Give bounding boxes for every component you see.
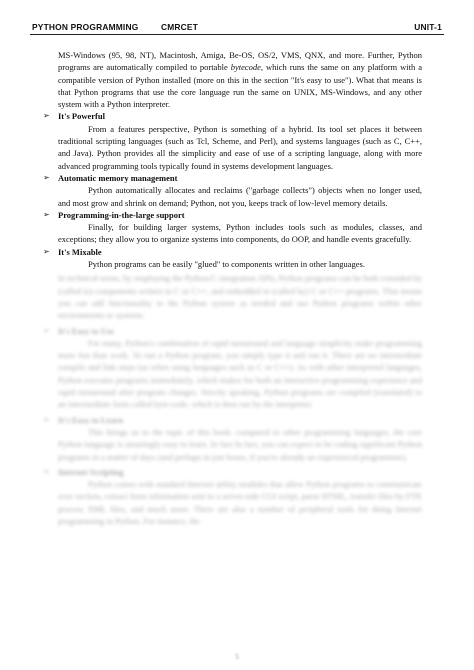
faded-body-internet: Python comes with standard Internet utility modules that allow Python programs to communicate over sockets, extract form information sent to a server-side CGI script, parse HTML, transfer files by FTP, process XML files, and much more. There are also a number of peripheral tools for doing Internet programming in Python. For instance, the (58, 479, 422, 526)
intro-paragraph: MS-Windows (95, 98, NT), Macintosh, Amiga, Be-OS, OS/2, VMS, QNX, and more. Further, Python programs are automatically compiled to portable bytecode, which runs the same on any platform with a compatible version of Python installed (more on this in the section "It's easy to use"). What that means is that Python programs that use the core language run the same on UNIX, MS-Windows, and any other system with a Python interpreter. (58, 50, 422, 110)
section-body-powerful: From a features perspective, Python is something of a hybrid. Its tool set places it between traditional scripting languages (such as Tcl, Scheme, and Perl), and systems languages (such as C, C++, and Java). Python provides all the simplicity and ease of use of a scripting language, along with more advanced programming tools typically found in systems development languages. (58, 123, 422, 171)
faded-paragraph: In technical terms, by employing the Python/C integration APIs, Python programs can be both extended by (called to) components written in C or C++, and embedded in (called by) C or C++ programs. That means you can add functionality to the Python system as needed and use Python programs within other environments or systems. (58, 273, 422, 321)
blurred-preview-region (43, 272, 422, 527)
header-unit: UNIT-1 (414, 22, 442, 32)
header-college: CMRCET (161, 22, 199, 32)
faded-body-easy-use: For many, Python's combination of rapid turnaround and language simplicity make programming more fun than work. To run a Python program, you simply type it and run it. There are no intermediate compile and link steps (as when using languages such as C or C++). As with other interpreted languages, Python executes programs immediately, which makes for both an interactive programming experience and rapid turnaround after program changes. Strictly speaking, Python programs are compiled (translated) to an intermediate form called byte-code, which is then run by the interpreter. (58, 337, 422, 410)
arrow-bullet-icon: ➢ (43, 111, 50, 121)
section-body-memory: Python automatically allocates and reclaims ("garbage collects") objects when no longer used, and most grow and shrink on demand; Python, not you, keeps track of low-level memory details. (58, 185, 422, 208)
section-heading-memory: ➢ Automatic memory management (43, 172, 178, 183)
section-heading-powerful: ➢ It's Powerful (43, 111, 105, 122)
faded-heading-internet: ➢ Internet Scripting (43, 466, 124, 477)
faded-heading-easy-learn: ➢ It's Easy to Learn (43, 414, 123, 425)
arrow-bullet-icon: ➢ (43, 246, 50, 256)
section-heading-large: ➢ Programming-in-the-large support (43, 209, 185, 220)
arrow-bullet-icon: ➢ (43, 325, 50, 335)
arrow-bullet-icon: ➢ (43, 466, 50, 476)
header-course: PYTHON PROGRAMMING (32, 22, 139, 32)
section-heading-mixable: ➢ It's Mixable (43, 246, 102, 257)
document-body (43, 49, 422, 527)
section-body-large: Finally, for building larger systems, Python includes tools such as modules, classes, and exceptions; they allow you to organize systems into components, do OOP, and handle events gracefully. (58, 222, 422, 245)
arrow-bullet-icon: ➢ (43, 414, 50, 424)
page-header (30, 18, 444, 35)
faded-heading-easy-use: ➢ It's Easy to Use (43, 325, 114, 336)
arrow-bullet-icon: ➢ (43, 209, 50, 219)
arrow-bullet-icon: ➢ (43, 172, 50, 182)
page-number: 5 (235, 653, 239, 661)
faded-body-easy-learn: This brings us to the topic of this book: compared to other programming languages, the core Python language is amazingly easy to learn. In fact In fact, you can expect to be coding significant Python programs in a matter of days (and perhaps in just hours, if you're already an experienced programmer). (58, 426, 422, 462)
section-body-mixable: Python programs can be easily "glued" to components written in other languages. (88, 259, 365, 270)
emphasis-bytecode: bytecode (230, 62, 261, 73)
